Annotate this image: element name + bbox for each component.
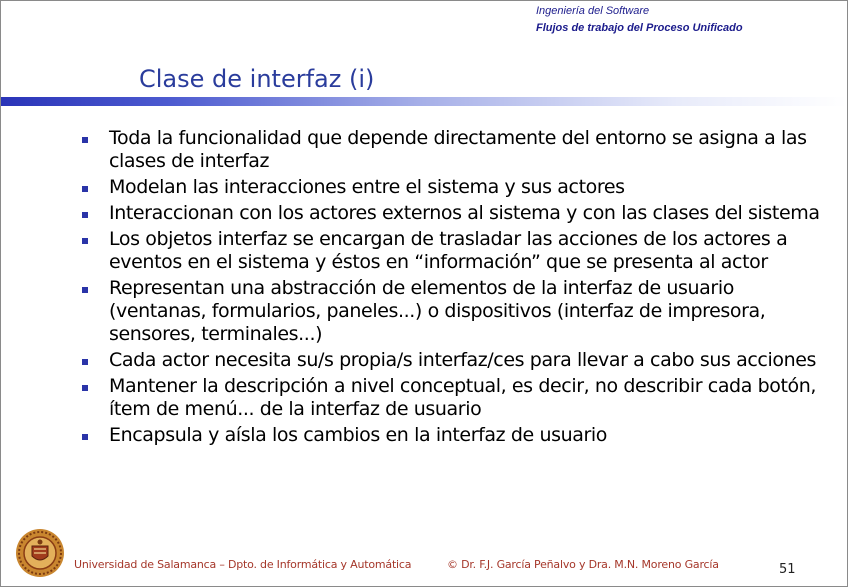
page-number: 51 — [779, 562, 796, 577]
square-bullet-icon — [82, 212, 88, 218]
square-bullet-icon — [82, 137, 88, 143]
bullet-text: Toda la funcionalidad que depende directamente del entorno se asigna a las clases de interfaz — [109, 127, 807, 172]
footer-university: Universidad de Salamanca – Dpto. de Informática y Automática — [74, 558, 412, 571]
course-header — [536, 4, 743, 36]
bullet-item — [81, 202, 826, 225]
bullet-list — [81, 127, 826, 450]
bullet-item — [81, 127, 826, 173]
square-bullet-icon — [82, 287, 88, 293]
bullet-text: Representan una abstracción de elementos de la interfaz de usuario (ventanas, formularios, paneles...) o dispositivos (interfaz de impresora, sensores, terminales...) — [109, 277, 766, 345]
bullet-text: Encapsula y aísla los cambios en la interfaz de usuario — [109, 424, 607, 446]
course-subtitle: Flujos de trabajo del Proceso Unificado — [536, 22, 743, 34]
square-bullet-icon — [82, 385, 88, 391]
square-bullet-icon — [82, 186, 88, 192]
bullet-item — [81, 349, 826, 372]
bullet-text: Los objetos interfaz se encargan de trasladar las acciones de los actores a eventos en el sistema y éstos en “información” que se presenta al actor — [109, 228, 788, 273]
bullet-text: Modelan las interacciones entre el sistema y sus actores — [109, 176, 625, 198]
bullet-item — [81, 176, 826, 199]
bullet-text: Interaccionan con los actores externos al sistema y con las clases del sistema — [109, 202, 820, 224]
title-underline — [1, 97, 847, 106]
bullet-item — [81, 375, 826, 421]
bullet-item — [81, 424, 826, 447]
bullet-text: Cada actor necesita su/s propia/s interfaz/ces para llevar a cabo sus acciones — [109, 349, 817, 371]
university-seal-icon — [15, 528, 65, 578]
footer-authors: © Dr. F.J. García Peñalvo y Dra. M.N. Moreno García — [447, 558, 719, 571]
course-name: Ingeniería del Software — [536, 5, 650, 17]
square-bullet-icon — [82, 359, 88, 365]
bullet-item — [81, 277, 826, 346]
square-bullet-icon — [82, 434, 88, 440]
square-bullet-icon — [82, 238, 88, 244]
bullet-item — [81, 228, 826, 274]
slide-title: Clase de interfaz (i) — [139, 65, 375, 93]
bullet-text: Mantener la descripción a nivel conceptual, es decir, no describir cada botón, ítem de menú... de la interfaz de usuario — [109, 375, 817, 420]
